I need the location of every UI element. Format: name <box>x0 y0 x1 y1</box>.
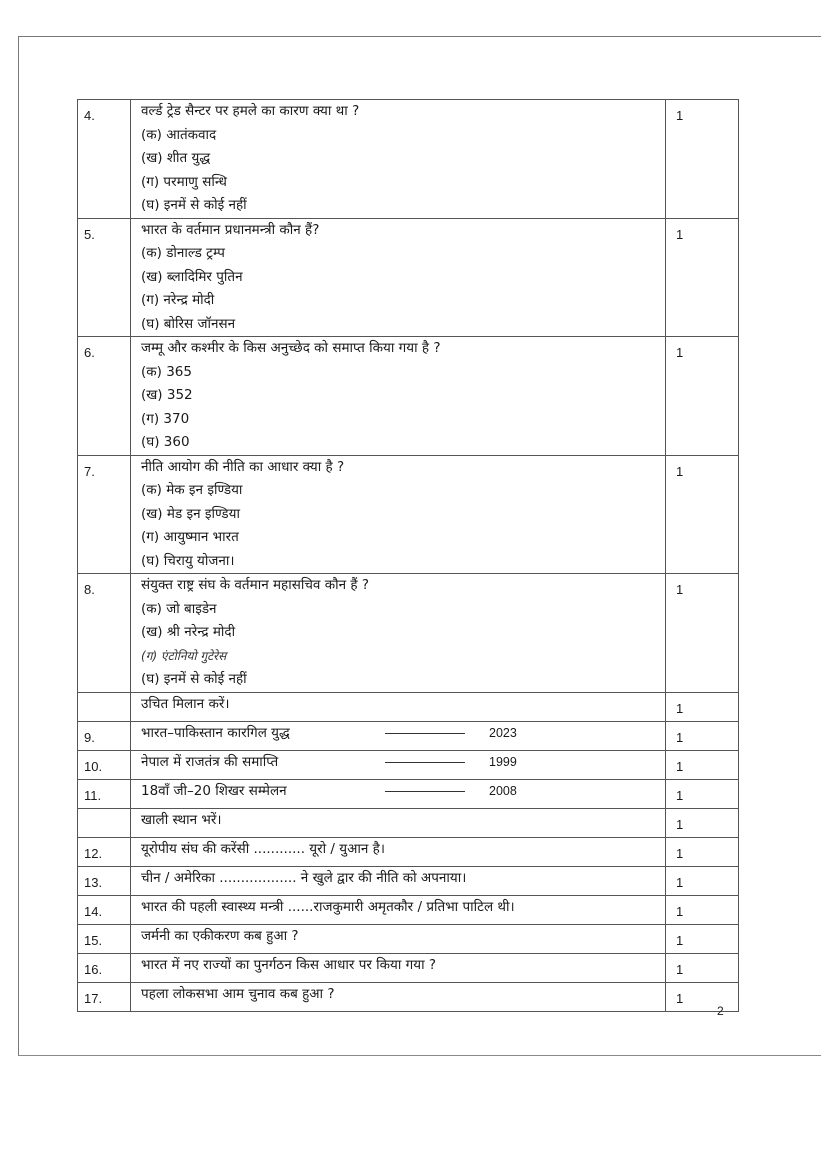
option: (ख) ब्लादिमिर पुतिन <box>141 268 243 285</box>
question-number: 8. <box>78 574 131 693</box>
question-cell <box>131 337 666 456</box>
marks: 1 <box>666 100 739 219</box>
question-row <box>78 866 739 895</box>
option: (ख) 352 <box>141 387 193 403</box>
marks: 1 <box>666 808 739 837</box>
question-row <box>78 953 739 982</box>
marks: 1 <box>666 750 739 779</box>
question-number: 12. <box>78 837 131 866</box>
option: (घ) इनमें से कोई नहीं <box>141 671 247 687</box>
marks: 1 <box>666 779 739 808</box>
question-row <box>78 895 739 924</box>
empty-number-cell <box>78 692 131 721</box>
marks: 1 <box>666 574 739 693</box>
question-text: भारत की पहली स्वास्थ्य मन्त्री ......राजकुमारी अमृतकौर / प्रतिभा पाटिल थी। <box>131 895 666 924</box>
option: (क) मेक इन इण्डिया <box>141 482 243 498</box>
question-text: भारत के वर्तमान प्रधानमन्त्री कौन हैं? <box>141 221 320 238</box>
question-cell <box>131 100 666 219</box>
option: (घ) चिरायु योजना। <box>141 552 235 569</box>
question-row <box>78 924 739 953</box>
option: (ग) 370 <box>141 410 190 427</box>
question-number: 6. <box>78 337 131 456</box>
question-number: 16. <box>78 953 131 982</box>
option: (क) 365 <box>141 363 192 380</box>
question-number: 15. <box>78 924 131 953</box>
option: (क) जो बाइडेन <box>141 600 217 617</box>
fill-heading: खाली स्थान भरें। <box>131 808 666 837</box>
marks: 1 <box>666 924 739 953</box>
option: (क) डोनाल्ड ट्रम्प <box>141 245 225 261</box>
match-row <box>78 750 739 779</box>
question-row <box>78 218 739 337</box>
section-heading-row <box>78 692 739 721</box>
marks: 1 <box>666 982 739 1011</box>
marks: 1 <box>666 455 739 574</box>
question-number: 11. <box>78 779 131 808</box>
match-connector-line <box>385 733 465 734</box>
option: (ख) मेड इन इण्डिया <box>141 505 240 522</box>
question-text: यूरोपीय संघ की करेंसी ............ यूरो / युआन है। <box>131 837 666 866</box>
question-cell <box>131 455 666 574</box>
question-text: भारत में नए राज्यों का पुनर्गठन किस आधार पर किया गया ? <box>131 953 666 982</box>
match-cell <box>131 750 666 779</box>
question-row <box>78 837 739 866</box>
page-number: 2 <box>717 1004 724 1018</box>
match-cell <box>131 779 666 808</box>
match-right: 2023 <box>489 725 517 740</box>
marks: 1 <box>666 218 739 337</box>
match-row <box>78 779 739 808</box>
question-text: संयुक्त राष्ट्र संघ के वर्तमान महासचिव कौन हैं ? <box>141 577 369 593</box>
marks: 1 <box>666 866 739 895</box>
question-row <box>78 337 739 456</box>
marks: 1 <box>666 692 739 721</box>
question-text: चीन / अमेरिका .................. ने खुले द्वार की नीति को अपनाया। <box>131 866 666 895</box>
match-right: 1999 <box>489 754 517 769</box>
option: (घ) इनमें से कोई नहीं <box>141 197 247 213</box>
option: (ग) आयुष्मान भारत <box>141 529 239 545</box>
match-cell <box>131 721 666 750</box>
option: (घ) 360 <box>141 434 190 450</box>
question-number: 4. <box>78 100 131 219</box>
question-text: वर्ल्ड ट्रेड सैन्टर पर हमले का कारण क्या था ? <box>141 103 360 119</box>
question-number: 9. <box>78 721 131 750</box>
question-text: नीति आयोग की नीति का आधार क्या है ? <box>141 458 345 475</box>
question-text: पहला लोकसभा आम चुनाव कब हुआ ? <box>131 982 666 1011</box>
question-number: 13. <box>78 866 131 895</box>
question-number: 14. <box>78 895 131 924</box>
match-connector-line <box>385 791 465 792</box>
question-cell <box>131 218 666 337</box>
match-right: 2008 <box>489 783 517 798</box>
question-number: 17. <box>78 982 131 1011</box>
question-number: 5. <box>78 218 131 337</box>
match-left: नेपाल में राजतंत्र की समाप्ति <box>141 753 279 770</box>
match-heading: उचित मिलान करें। <box>131 692 666 721</box>
question-row <box>78 574 739 693</box>
question-text: जर्मनी का एकीकरण कब हुआ ? <box>131 924 666 953</box>
option: (घ) बोरिस जॉनसन <box>141 315 236 332</box>
marks: 1 <box>666 953 739 982</box>
question-text: जम्मू और कश्मीर के किस अनुच्छेद को समाप्त किया गया है ? <box>141 340 441 356</box>
section-heading-row <box>78 808 739 837</box>
match-left: 18वाँ जी–20 शिखर सम्मेलन <box>141 782 287 799</box>
question-number: 7. <box>78 455 131 574</box>
marks: 1 <box>666 721 739 750</box>
option: (क) आतंकवाद <box>141 126 217 143</box>
match-connector-line <box>385 762 465 763</box>
option: (ग) एंटोनियो गुटेरेस <box>141 648 227 663</box>
option: (ख) श्री नरेन्द्र मोदी <box>141 624 236 640</box>
question-table <box>77 99 739 1012</box>
marks: 1 <box>666 837 739 866</box>
option: (ग) नरेन्द्र मोदी <box>141 292 215 308</box>
question-row <box>78 982 739 1011</box>
marks: 1 <box>666 895 739 924</box>
marks: 1 <box>666 337 739 456</box>
question-number: 10. <box>78 750 131 779</box>
question-row <box>78 100 739 219</box>
question-row <box>78 455 739 574</box>
match-left: भारत–पाकिस्तान कारगिल युद्ध <box>141 724 290 741</box>
match-row <box>78 721 739 750</box>
empty-number-cell <box>78 808 131 837</box>
question-cell <box>131 574 666 693</box>
option: (ख) शीत युद्ध <box>141 150 211 166</box>
option: (ग) परमाणु सन्धि <box>141 173 227 190</box>
